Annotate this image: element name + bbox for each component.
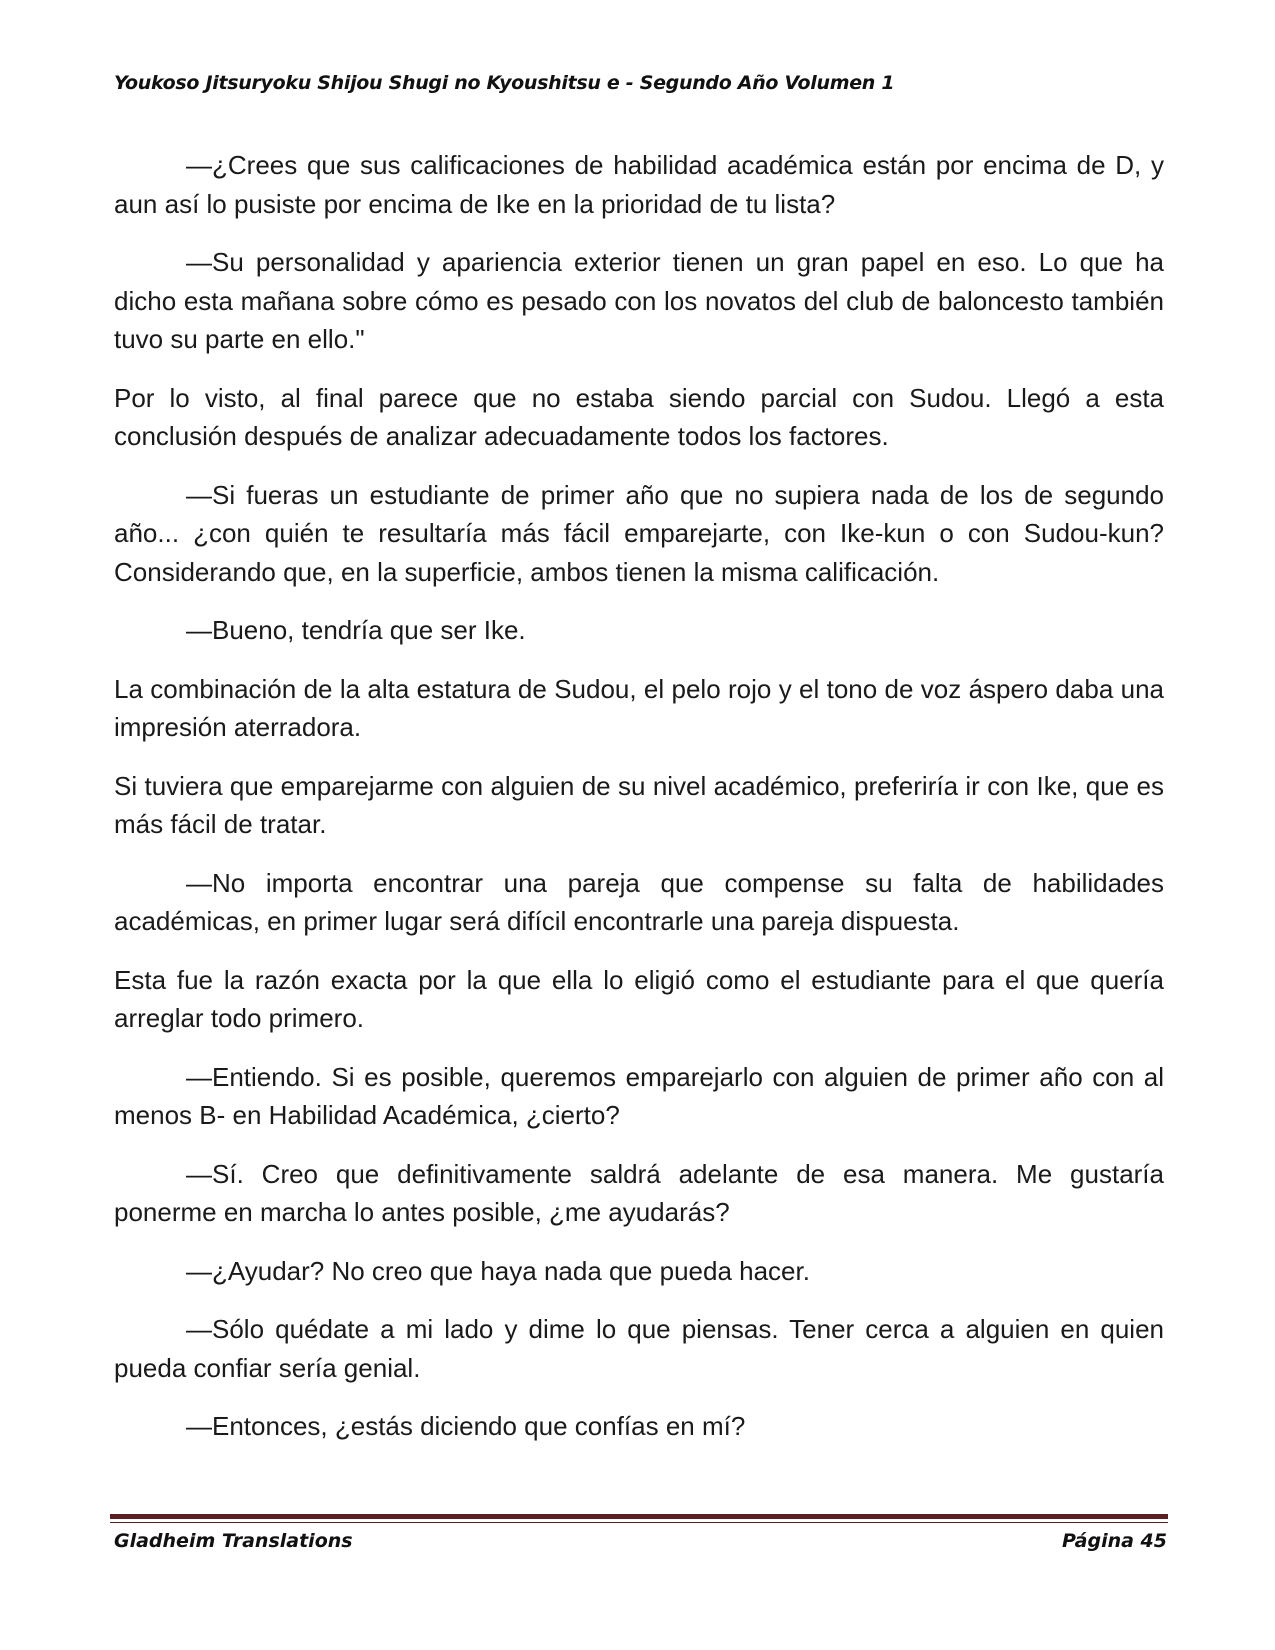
paragraph: —Sí. Creo que definitivamente saldrá adelante de esa manera. Me gustaría ponerme en marcha lo antes posible, ¿me ayudarás? [114, 1158, 1164, 1227]
footer-divider-thick [110, 1514, 1168, 1519]
paragraph: —Si fueras un estudiante de primer año que no supiera nada de los de segundo año... ¿con quién te resultaría más fácil emparejarte, con Ike-kun o con Sudou-kun? Considerando que, en la superficie, ambos tienen la misma calificación. [114, 479, 1164, 587]
paragraph: —¿Crees que sus calificaciones de habilidad académica están por encima de D, y aun así lo pusiste por encima de Ike en la prioridad de tu lista? [114, 150, 1164, 219]
paragraph: —No importa encontrar una pareja que compense su falta de habilidades académicas, en primer lugar será difícil encontrarle una pareja dispuesta. [114, 867, 1164, 936]
page-body [114, 146, 1164, 1466]
footer-divider-thin [110, 1522, 1168, 1523]
paragraph: —¿Ayudar? No creo que haya nada que pueda hacer. [186, 1255, 810, 1286]
paragraph: La combinación de la alta estatura de Sudou, el pelo rojo y el tono de voz áspero daba una impresión aterradora. [114, 673, 1164, 742]
paragraph: Por lo visto, al final parece que no estaba siendo parcial con Sudou. Llegó a esta conclusión después de analizar adecuadamente todos los factores. [114, 382, 1164, 451]
paragraph: —Sólo quédate a mi lado y dime lo que piensas. Tener cerca a alguien en quien pueda confiar sería genial. [114, 1314, 1164, 1383]
footer-credit: Gladheim Translations [114, 1530, 353, 1552]
paragraph: —Su personalidad y apariencia exterior tienen un gran papel en eso. Lo que ha dicho esta mañana sobre cómo es pesado con los novatos del club de baloncesto también tuvo su parte en ello." [114, 247, 1164, 354]
paragraph: —Bueno, tendría que ser Ike. [186, 615, 526, 645]
paragraph: Esta fue la razón exacta por la que ella lo eligió como el estudiante para el que quería arreglar todo primero. [114, 964, 1164, 1033]
running-header: Youkoso Jitsuryoku Shijou Shugi no Kyoushitsu e - Segundo Año Volumen 1 [114, 72, 895, 94]
page-number: Página 45 [1061, 1530, 1167, 1552]
paragraph: —Entonces, ¿estás diciendo que confías en mí? [186, 1411, 746, 1441]
paragraph: —Entiendo. Si es posible, queremos emparejarlo con alguien de primer año con al menos B- en Habilidad Académica, ¿cierto? [114, 1061, 1164, 1130]
paragraph: Si tuviera que emparejarme con alguien de su nivel académico, preferiría ir con Ike, que es más fácil de tratar. [114, 770, 1164, 839]
